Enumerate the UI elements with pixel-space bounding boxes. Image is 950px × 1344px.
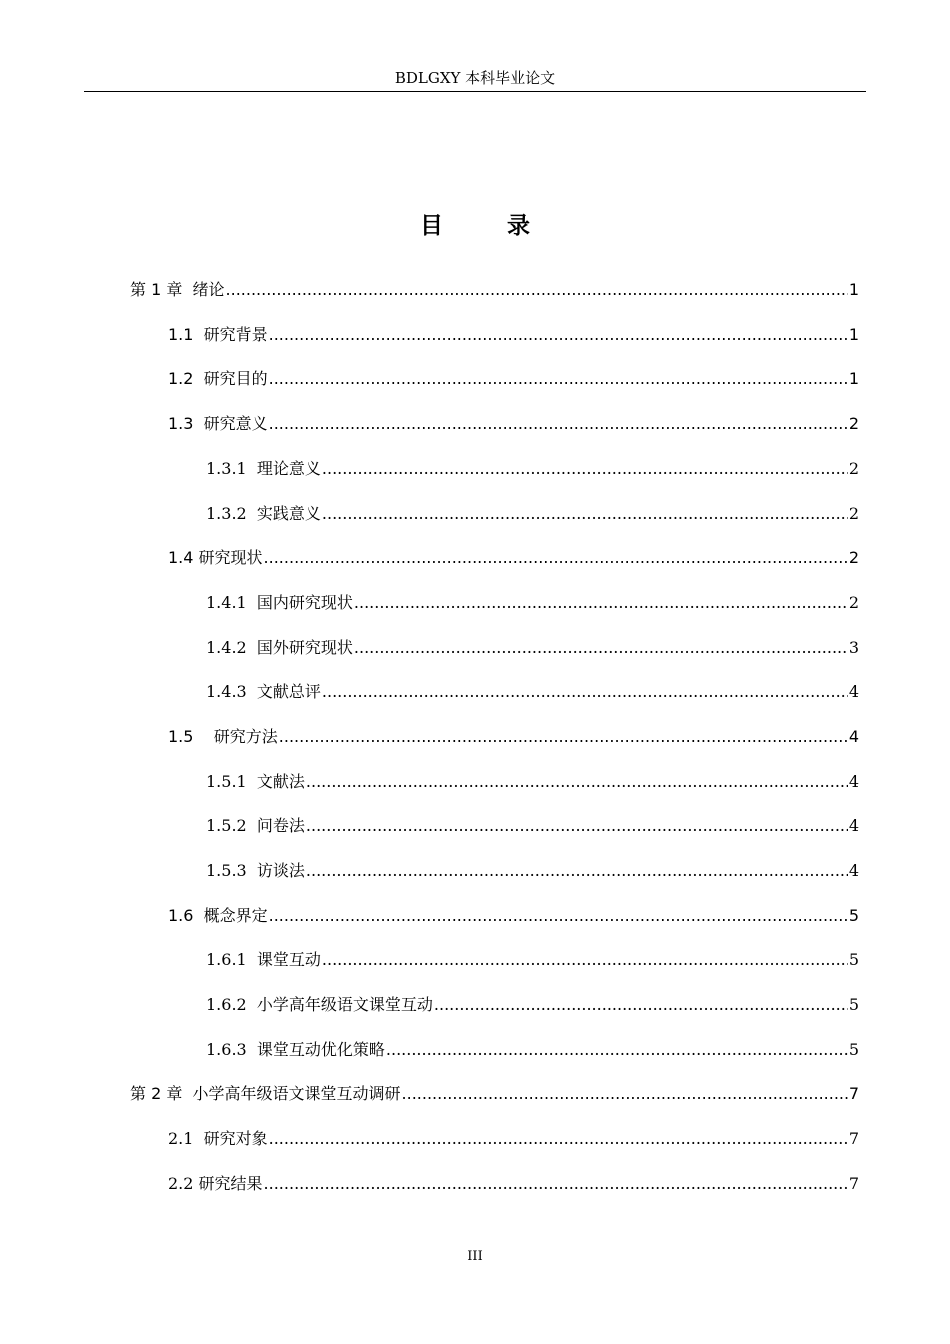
toc-entry-1-6-2[interactable] [206,993,859,1017]
toc-entry-label: 1.3.2 实践意义 [206,504,321,523]
toc-entry-label: 1.3 研究意义 [168,414,268,433]
toc-leader [306,814,848,838]
toc-entry-page: 1 [848,369,859,388]
toc-entry-page: 2 [848,504,859,523]
toc-entry-label: 1.5.3 访谈法 [206,861,305,880]
page-number: III [467,1249,483,1264]
toc-entry-page: 5 [848,906,859,925]
toc-leader [322,502,848,526]
toc-entry-page: 2 [848,459,859,478]
toc-entry-label: 1.4.2 国外研究现状 [206,638,353,657]
toc-entry-1-6-3[interactable] [206,1038,859,1062]
toc-entry-page: 4 [848,772,859,791]
toc-leader [269,323,848,347]
toc-entry-1-6[interactable] [168,904,859,928]
toc-entry-page: 4 [848,816,859,835]
toc-leader [354,636,848,660]
toc-entry-chapter-2[interactable] [130,1082,859,1106]
toc-entry-page: 5 [848,995,859,1014]
toc-entry-label: 第 1 章 绪论 [130,280,225,299]
toc-entry-label: 1.2 研究目的 [168,369,268,388]
toc-entry-label: 1.5 研究方法 [168,727,278,746]
toc-entry-1-1[interactable] [168,323,859,347]
toc-entry-label: 1.6.1 课堂互动 [206,950,321,969]
toc-entry-page: 3 [848,638,859,657]
toc-entry-1-4[interactable] [168,546,859,570]
header-rule [84,91,866,92]
toc-leader [279,725,848,749]
running-header: BDLGXY 本科毕业论文 [394,69,556,87]
toc-entry-1-3-2[interactable] [206,502,859,526]
toc-leader [269,1127,848,1151]
toc-leader [322,948,848,972]
toc-entry-page: 4 [848,682,859,701]
toc-entry-page: 1 [848,325,859,344]
toc-leader [306,859,848,883]
toc-entry-label: 2.2 研究结果 [168,1174,263,1193]
toc-entry-1-2[interactable] [168,367,859,391]
toc-leader [226,278,848,302]
toc-entry-label: 1.1 研究背景 [168,325,268,344]
toc-entry-page: 4 [848,727,859,746]
toc-entry-1-3[interactable] [168,412,859,436]
toc-entry-chapter-1[interactable] [130,278,859,302]
toc-entry-label: 1.4.1 国内研究现状 [206,593,353,612]
toc-leader [322,680,848,704]
toc-entry-1-5[interactable] [168,725,859,749]
toc-entry-label: 1.5.1 文献法 [206,772,305,791]
toc-entry-page: 2 [848,548,859,567]
toc-entry-1-6-1[interactable] [206,948,859,972]
toc-entry-1-5-1[interactable] [206,770,859,794]
toc-leader [269,412,848,436]
toc-leader [434,993,848,1017]
toc-leader [306,770,848,794]
toc-title: 目 录 [419,213,558,239]
toc-entry-label: 1.6 概念界定 [168,906,268,925]
toc-entry-label: 1.6.3 课堂互动优化策略 [206,1040,385,1059]
toc-leader [386,1038,848,1062]
toc-leader [402,1082,848,1106]
toc-entry-label: 1.5.2 问卷法 [206,816,305,835]
toc-entry-2-1[interactable] [168,1127,859,1151]
toc-entry-label: 1.6.2 小学高年级语文课堂互动 [206,995,433,1014]
toc-leader [322,457,848,481]
toc-entry-label: 1.3.1 理论意义 [206,459,321,478]
toc-entry-page: 2 [848,593,859,612]
toc-entry-1-3-1[interactable] [206,457,859,481]
toc-entry-page: 7 [848,1129,859,1148]
toc-entry-label: 1.4.3 文献总评 [206,682,321,701]
toc-entry-1-5-2[interactable] [206,814,859,838]
toc-leader [264,546,848,570]
toc-entry-page: 7 [848,1174,859,1193]
toc-entry-page: 1 [848,280,859,299]
toc-entry-page: 2 [848,414,859,433]
toc-leader [354,591,848,615]
toc-entry-2-2[interactable] [168,1172,859,1196]
toc-leader [269,367,848,391]
toc-entry-page: 5 [848,1040,859,1059]
toc-entry-1-5-3[interactable] [206,859,859,883]
toc-entry-label: 1.4 研究现状 [168,548,263,567]
toc-entry-label: 第 2 章 小学高年级语文课堂互动调研 [130,1084,401,1103]
toc-entry-1-4-2[interactable] [206,636,859,660]
toc-leader [264,1172,848,1196]
toc-leader [269,904,848,928]
toc-entry-1-4-1[interactable] [206,591,859,615]
toc-entry-page: 4 [848,861,859,880]
toc-entry-page: 5 [848,950,859,969]
toc-entry-label: 2.1 研究对象 [168,1129,268,1148]
toc-entry-page: 7 [848,1084,859,1103]
toc-entry-1-4-3[interactable] [206,680,859,704]
